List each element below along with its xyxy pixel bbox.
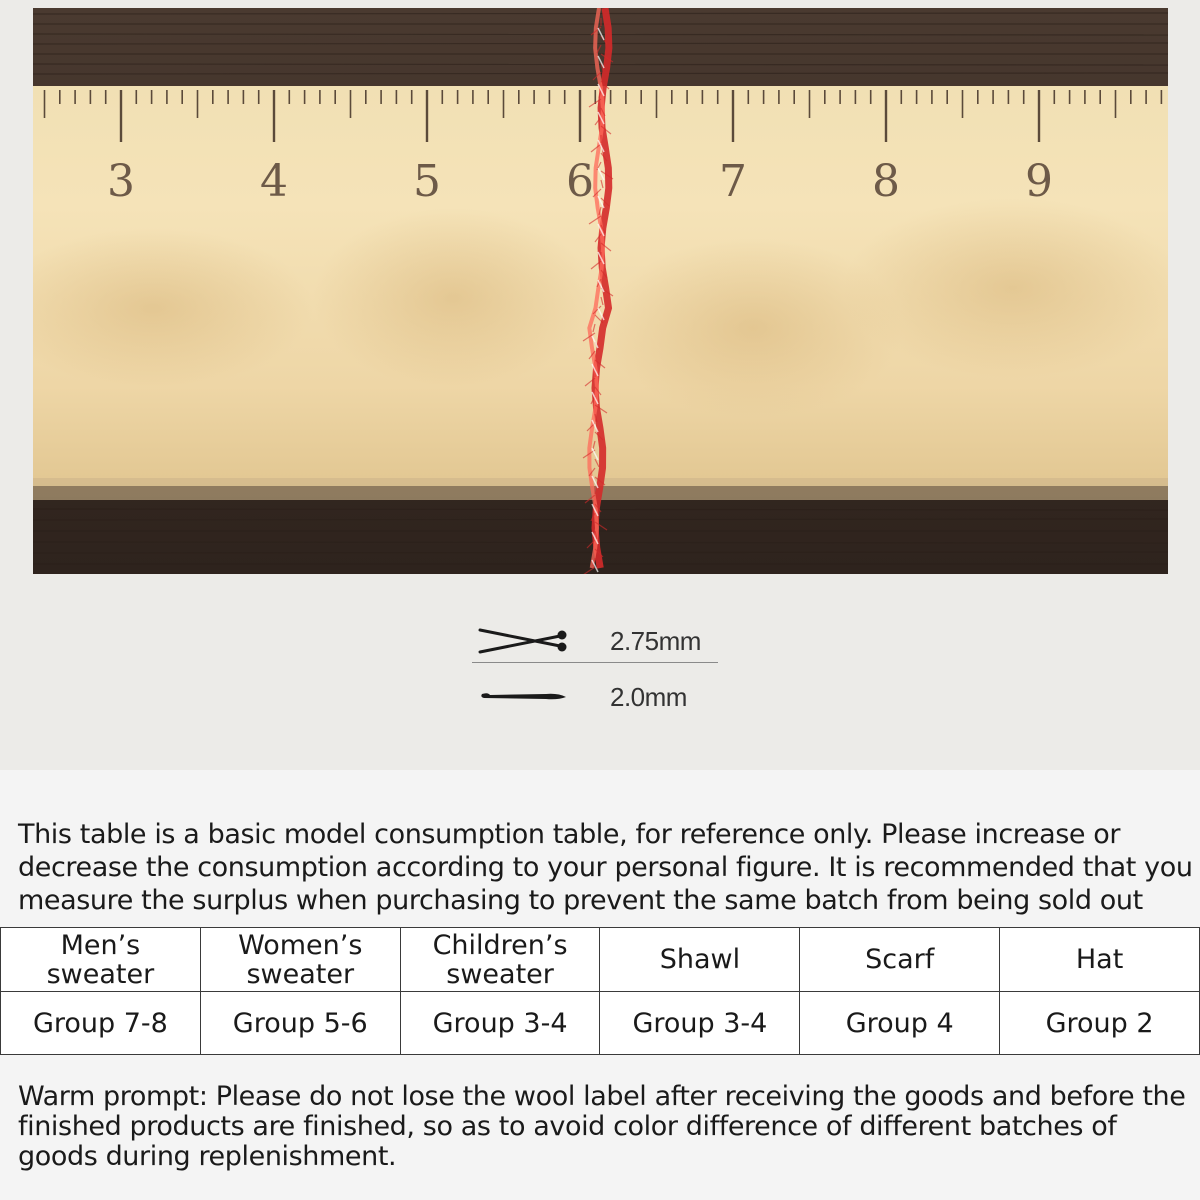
hook-size-label: 2.0mm [610,682,687,712]
ruler-number-7: 7 [719,156,747,207]
knitting-needle-icon [476,626,572,656]
table-header-row [1,928,1200,992]
value-cell: Group 3-4 [600,992,800,1055]
needle-size-row [472,618,718,663]
ruler-number-8: 8 [872,156,900,207]
ruler-number-4: 4 [260,156,288,207]
ruler-number-6: 6 [566,156,594,207]
ruler-number-5: 5 [413,156,441,207]
crochet-hook-icon [476,682,572,712]
needle-size-label: 2.75mm [610,626,701,656]
value-cell: Group 7-8 [1,992,201,1055]
value-cell: Group 4 [800,992,1000,1055]
hook-size-row [472,674,732,718]
consumption-note: This table is a basic model consumption table, for reference only. Please increase or decrease the consumption according to your personal figure. It is recommended that you measure the surplus when purchasing to prevent the same batch from being sold out [18,819,1193,916]
ruler-number-3: 3 [107,156,135,207]
header-cell: Scarf [800,928,1000,992]
header-cell: Women’s sweater [200,928,400,992]
consumption-table [0,927,1200,1055]
needle-size-legend [472,612,732,722]
warm-prompt: Warm prompt: Please do not lose the wool label after receiving the goods and before the finished products are finished, so as to avoid color difference of different batches of goods during replenishment. [18,1081,1186,1172]
header-cell: Shawl [600,928,800,992]
header-cell: Children’s sweater [400,928,600,992]
table-row [1,992,1200,1055]
value-cell: Group 5-6 [200,992,400,1055]
value-cell: Group 3-4 [400,992,600,1055]
header-cell: Hat [1000,928,1200,992]
ruler-yarn-photo [33,8,1168,574]
value-cell: Group 2 [1000,992,1200,1055]
ruler-number-9: 9 [1025,156,1053,207]
header-cell: Men’s sweater [1,928,201,992]
